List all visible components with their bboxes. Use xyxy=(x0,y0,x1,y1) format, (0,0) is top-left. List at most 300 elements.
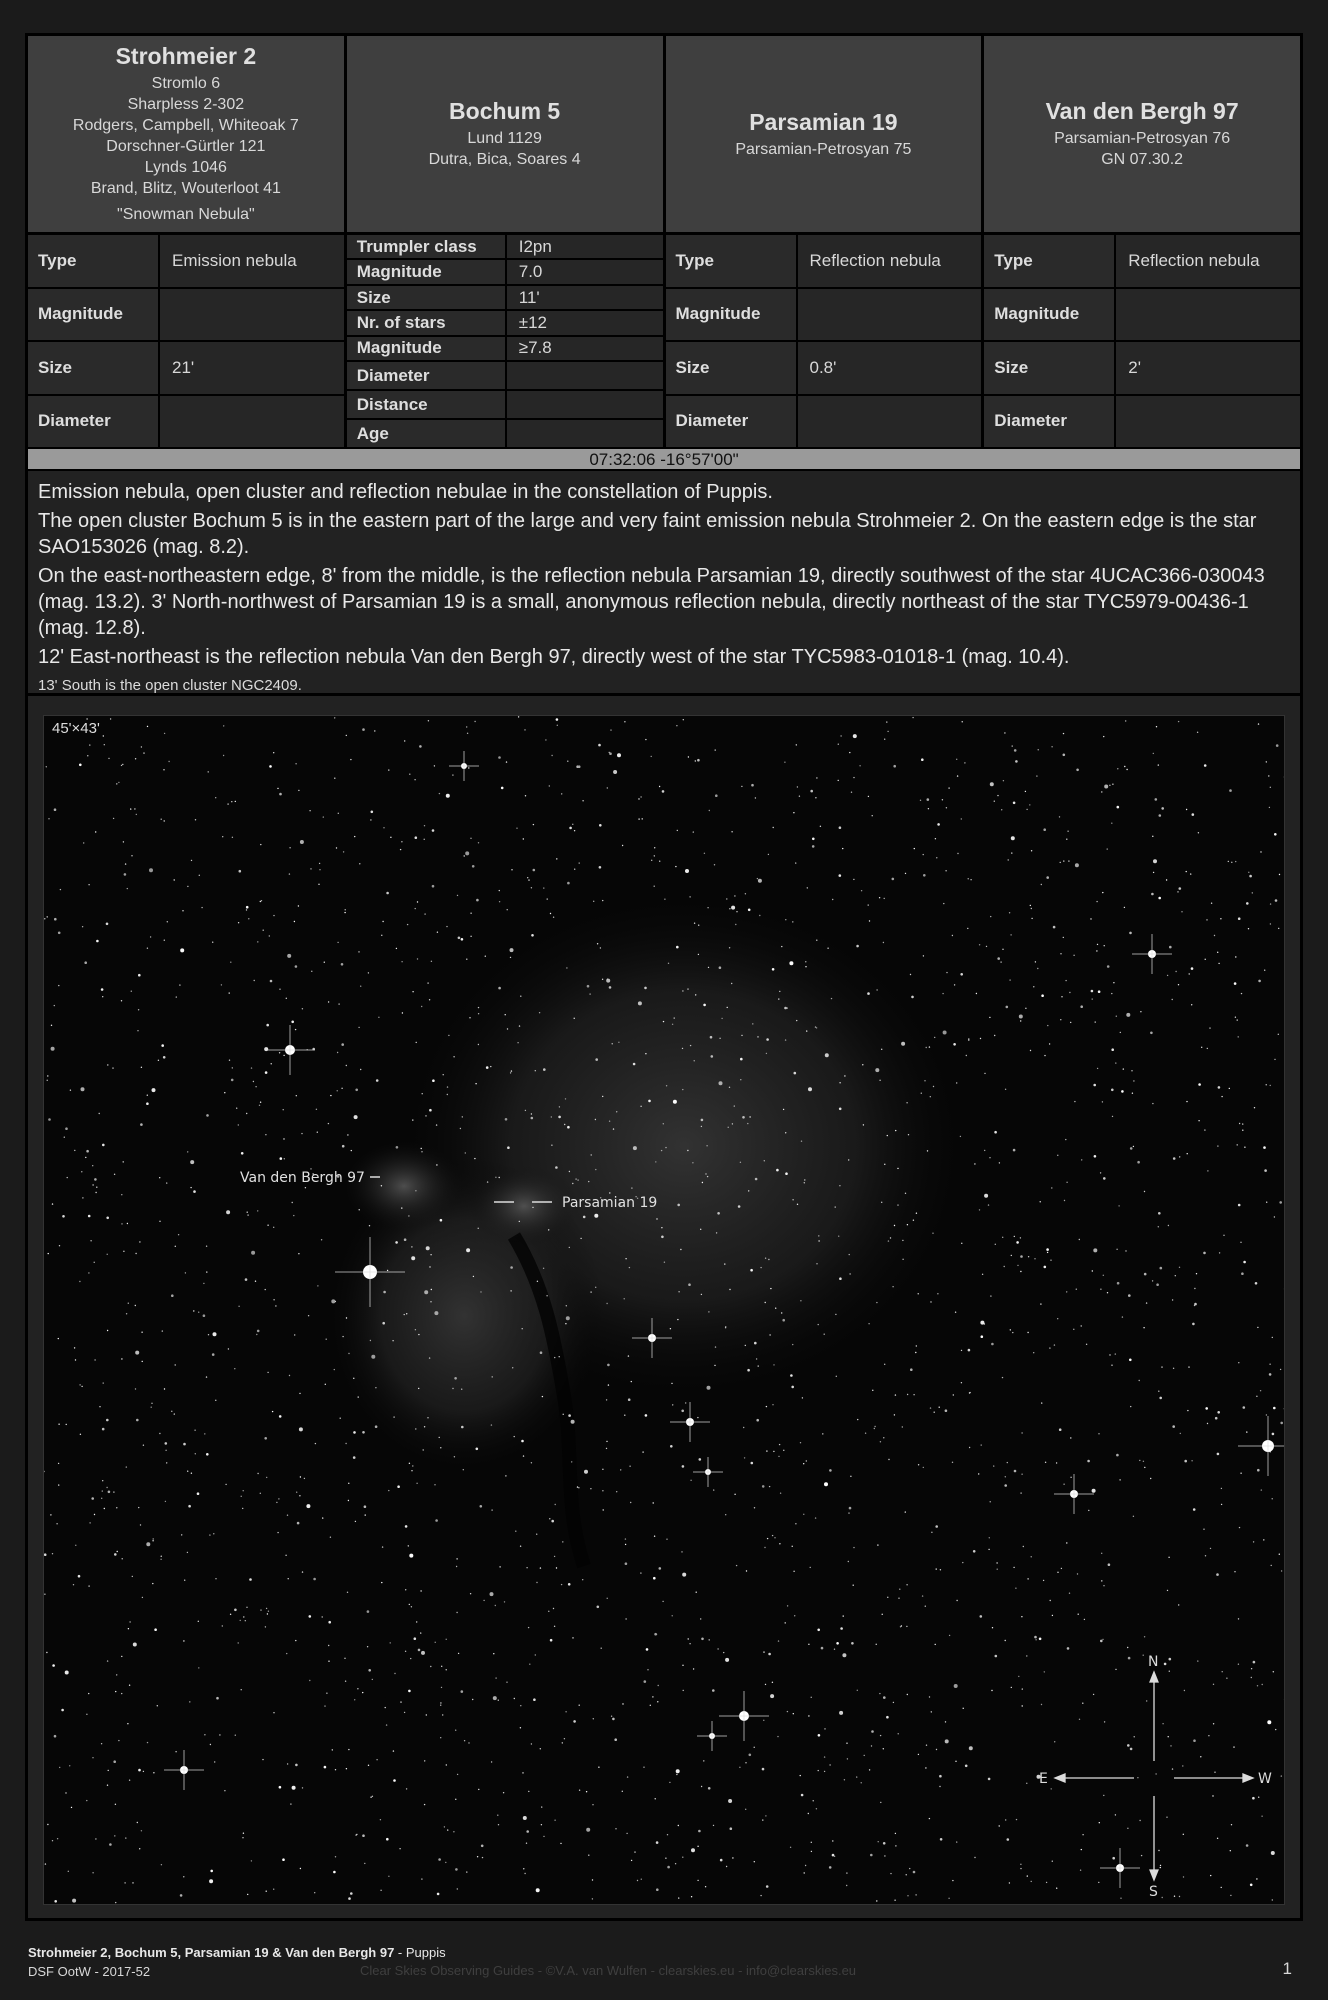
star xyxy=(683,1690,684,1691)
star xyxy=(1129,1359,1132,1362)
star xyxy=(447,1829,448,1830)
star xyxy=(480,1505,483,1508)
star xyxy=(695,760,696,761)
star xyxy=(1029,804,1030,805)
star xyxy=(251,1860,252,1861)
star xyxy=(731,983,732,984)
star xyxy=(401,961,402,962)
star xyxy=(1126,1013,1130,1017)
star xyxy=(631,1381,632,1382)
star xyxy=(883,1842,886,1845)
star xyxy=(849,1254,850,1255)
star xyxy=(685,1402,686,1403)
star xyxy=(347,1592,348,1593)
star xyxy=(760,1895,761,1896)
star xyxy=(466,1871,467,1872)
star xyxy=(498,756,501,759)
star xyxy=(1057,1572,1058,1573)
star xyxy=(1127,1828,1128,1829)
star xyxy=(503,1792,504,1793)
header-bochum-5 xyxy=(347,36,666,232)
property-value: I2pn xyxy=(507,235,663,258)
star xyxy=(230,1614,231,1615)
star xyxy=(478,1228,479,1229)
star xyxy=(79,1281,80,1282)
star xyxy=(1264,970,1265,971)
star xyxy=(683,719,684,720)
star xyxy=(1230,1850,1231,1851)
star xyxy=(749,1754,752,1757)
star xyxy=(1172,999,1173,1000)
star xyxy=(245,1620,246,1621)
observing-sheet xyxy=(25,33,1303,1921)
star xyxy=(79,1384,80,1385)
star xyxy=(289,847,290,848)
star xyxy=(1128,1294,1131,1297)
star xyxy=(876,989,877,990)
property-value xyxy=(507,362,663,389)
star xyxy=(900,1626,901,1627)
star xyxy=(542,1396,543,1397)
description-paragraph: 12' East-northeast is the reflection nebula Van den Bergh 97, directly west of the star TYC5983-01018-1 (mag. 10.4). xyxy=(38,646,1070,668)
star xyxy=(58,1463,59,1464)
star xyxy=(446,926,447,927)
star xyxy=(332,1749,333,1750)
star xyxy=(150,936,151,937)
star xyxy=(1155,1773,1156,1774)
star xyxy=(1123,1068,1124,1069)
star xyxy=(82,1197,83,1198)
star xyxy=(255,1086,256,1087)
star xyxy=(907,1224,908,1225)
star xyxy=(794,1615,795,1616)
star xyxy=(960,973,963,976)
object-headers xyxy=(28,36,1300,232)
star xyxy=(257,1473,258,1474)
star xyxy=(1241,1272,1244,1275)
star xyxy=(653,1577,656,1580)
star xyxy=(235,801,236,802)
star xyxy=(719,966,722,969)
star xyxy=(206,1114,209,1117)
star xyxy=(778,1456,779,1457)
star xyxy=(1160,1867,1161,1868)
star xyxy=(1234,1571,1235,1572)
star xyxy=(393,1750,394,1751)
props-bochum-5 xyxy=(347,235,666,447)
star xyxy=(342,1336,343,1337)
star xyxy=(135,758,136,759)
star xyxy=(816,940,817,941)
property-row xyxy=(347,311,663,336)
star xyxy=(988,1778,991,1781)
property-value: 7.0 xyxy=(507,260,663,283)
star xyxy=(849,752,850,753)
star xyxy=(1241,993,1242,994)
star xyxy=(138,974,141,977)
object-alias: GN 07.30.2 xyxy=(1101,151,1184,168)
star xyxy=(397,1485,400,1488)
star xyxy=(564,1738,565,1739)
star xyxy=(633,1063,636,1066)
star xyxy=(606,1399,607,1400)
star xyxy=(206,1376,207,1377)
star xyxy=(1275,899,1278,902)
star xyxy=(966,1055,967,1056)
star xyxy=(883,1696,886,1699)
star xyxy=(350,1892,353,1895)
star xyxy=(360,986,361,987)
star xyxy=(853,879,854,880)
star xyxy=(1261,1816,1262,1817)
star xyxy=(949,1635,950,1636)
star xyxy=(521,1440,524,1443)
star xyxy=(839,1711,843,1715)
star xyxy=(824,1482,828,1486)
star xyxy=(1023,1546,1024,1547)
star xyxy=(238,922,239,923)
star xyxy=(566,967,567,968)
star xyxy=(693,831,694,832)
star xyxy=(1187,1153,1188,1154)
star xyxy=(87,755,88,756)
star xyxy=(757,1036,758,1037)
star xyxy=(955,1312,956,1313)
star xyxy=(263,930,264,931)
star xyxy=(861,890,862,891)
star xyxy=(1092,998,1093,999)
star xyxy=(1005,1089,1006,1090)
star xyxy=(84,961,87,964)
star xyxy=(48,1118,51,1121)
star xyxy=(628,1355,629,1356)
star xyxy=(108,758,109,759)
star xyxy=(299,1393,300,1394)
star xyxy=(415,908,416,909)
pars19-label: Parsamian 19 xyxy=(562,1195,658,1211)
star xyxy=(1070,1477,1071,1478)
property-row xyxy=(347,286,663,311)
star xyxy=(420,1632,421,1633)
star xyxy=(504,1601,505,1602)
star xyxy=(991,1343,994,1346)
star xyxy=(645,1414,648,1417)
star xyxy=(690,1045,691,1046)
star xyxy=(1125,720,1126,721)
star xyxy=(374,730,375,731)
star xyxy=(209,1879,213,1883)
star xyxy=(853,734,857,738)
star xyxy=(906,1626,907,1627)
star xyxy=(409,1554,413,1558)
star xyxy=(644,987,647,990)
star xyxy=(65,1127,68,1130)
star xyxy=(989,1017,990,1018)
star xyxy=(115,1691,116,1692)
star xyxy=(104,1508,105,1509)
star xyxy=(902,1259,903,1260)
star xyxy=(424,1426,425,1427)
star xyxy=(672,1615,673,1616)
star xyxy=(254,980,255,981)
star xyxy=(745,1345,746,1346)
star xyxy=(257,1330,260,1333)
star xyxy=(54,918,57,921)
star xyxy=(126,1313,127,1314)
star xyxy=(902,1426,903,1427)
star xyxy=(1192,813,1195,816)
property-label: Age xyxy=(347,420,507,447)
star xyxy=(429,1109,432,1112)
star xyxy=(976,993,977,994)
star xyxy=(1061,996,1062,997)
star xyxy=(359,863,360,864)
star xyxy=(543,1836,544,1837)
star xyxy=(1111,993,1112,994)
star xyxy=(74,1150,75,1151)
star xyxy=(692,1162,693,1163)
star xyxy=(1076,769,1079,772)
star xyxy=(153,1772,154,1773)
star xyxy=(302,1571,303,1572)
star xyxy=(348,1749,349,1750)
star xyxy=(1002,1377,1003,1378)
star xyxy=(726,1866,727,1867)
star xyxy=(1210,1548,1211,1549)
star xyxy=(1109,785,1110,786)
star xyxy=(936,857,937,858)
star xyxy=(378,1017,379,1018)
star xyxy=(599,866,602,869)
star xyxy=(640,1572,641,1573)
star xyxy=(82,926,83,927)
star xyxy=(348,1353,349,1354)
star xyxy=(262,1759,263,1760)
star xyxy=(354,1115,358,1119)
footer-series: DSF OotW - 2017-52 xyxy=(28,1964,151,1979)
star xyxy=(560,1843,561,1844)
star xyxy=(461,1389,462,1390)
star xyxy=(707,907,708,908)
star xyxy=(386,1724,387,1725)
star xyxy=(1172,1768,1173,1769)
star xyxy=(106,1217,109,1220)
star xyxy=(107,1785,108,1786)
star xyxy=(1073,955,1074,956)
star xyxy=(864,1755,865,1756)
star xyxy=(884,1164,885,1165)
star xyxy=(182,910,183,911)
star xyxy=(138,1769,141,1772)
star xyxy=(773,1364,774,1365)
star xyxy=(348,1483,349,1484)
property-row xyxy=(347,391,663,420)
star xyxy=(524,729,525,730)
star xyxy=(492,1376,493,1377)
star xyxy=(762,1819,763,1820)
star xyxy=(839,1185,840,1186)
star xyxy=(266,1024,269,1027)
star xyxy=(1179,887,1182,890)
star xyxy=(795,1523,796,1524)
star xyxy=(102,996,103,997)
star xyxy=(756,1419,759,1422)
star xyxy=(594,1214,598,1218)
star xyxy=(175,1246,176,1247)
star xyxy=(1182,1765,1183,1766)
property-value: 0.8' xyxy=(798,342,982,394)
star xyxy=(1116,1249,1117,1250)
star xyxy=(853,777,854,778)
star xyxy=(609,752,612,755)
star xyxy=(1027,1875,1028,1876)
star xyxy=(777,1736,778,1737)
star xyxy=(179,984,180,985)
star xyxy=(1281,1570,1282,1571)
star xyxy=(1258,980,1261,983)
star xyxy=(1221,1887,1222,1888)
star xyxy=(799,796,800,797)
star xyxy=(1063,937,1064,938)
star xyxy=(734,1105,735,1106)
star xyxy=(698,1830,701,1833)
star xyxy=(836,1376,837,1377)
star xyxy=(838,744,839,745)
star xyxy=(1126,769,1127,770)
star xyxy=(298,905,299,906)
star xyxy=(279,1415,282,1418)
star xyxy=(259,1105,260,1106)
star xyxy=(934,1412,935,1413)
star xyxy=(164,1388,165,1389)
star xyxy=(907,1694,908,1695)
star xyxy=(126,1466,127,1467)
star xyxy=(116,783,117,784)
star xyxy=(458,937,461,940)
star xyxy=(927,1150,928,1151)
star xyxy=(1218,1086,1221,1089)
star xyxy=(99,1406,100,1407)
star xyxy=(628,1398,631,1401)
star xyxy=(295,1764,298,1767)
star xyxy=(612,1718,615,1721)
star xyxy=(1030,1050,1031,1051)
star xyxy=(1041,884,1042,885)
star xyxy=(302,1008,303,1009)
star xyxy=(88,1693,89,1694)
star xyxy=(362,728,365,731)
star xyxy=(60,889,61,890)
star xyxy=(547,898,548,899)
star xyxy=(256,1334,257,1335)
star xyxy=(842,1653,846,1657)
star xyxy=(511,869,512,870)
star xyxy=(44,918,45,919)
star xyxy=(1139,1380,1140,1381)
star xyxy=(1010,1329,1011,1330)
star xyxy=(1050,1600,1051,1601)
star xyxy=(745,893,746,894)
property-value: Reflection nebula xyxy=(1116,235,1300,287)
star xyxy=(1166,879,1167,880)
star xyxy=(1087,1460,1090,1463)
star xyxy=(883,1748,884,1749)
star xyxy=(717,1212,720,1215)
star xyxy=(551,1116,552,1117)
star xyxy=(141,746,142,747)
star xyxy=(1226,1678,1227,1679)
star xyxy=(287,954,291,958)
star xyxy=(633,1146,637,1150)
description-intro: Emission nebula, open cluster and reflection nebulae in the constellation of Puppis. xyxy=(38,481,773,503)
star xyxy=(1005,1476,1006,1477)
star xyxy=(295,965,298,968)
star xyxy=(478,842,479,843)
star xyxy=(1020,1864,1021,1865)
star xyxy=(322,1517,323,1518)
description-paragraph: The open cluster Bochum 5 is in the eastern part of the large and very faint emission nebula Strohmeier 2. On the eastern edge is the star SAO153026 (mag. 8.2). xyxy=(38,510,1257,558)
star xyxy=(1158,1850,1159,1851)
star xyxy=(1181,911,1182,912)
star xyxy=(440,1705,441,1706)
star xyxy=(1095,1021,1096,1022)
star xyxy=(267,1225,268,1226)
star xyxy=(804,1182,805,1183)
star xyxy=(140,1524,141,1525)
star xyxy=(640,796,641,797)
star xyxy=(420,1590,421,1591)
star xyxy=(158,1060,159,1061)
property-row xyxy=(666,396,982,448)
star xyxy=(510,1266,513,1269)
star xyxy=(851,1642,854,1645)
star xyxy=(246,1607,247,1608)
star xyxy=(643,1767,644,1768)
star xyxy=(227,803,228,804)
star xyxy=(138,1507,139,1508)
star xyxy=(322,1616,323,1617)
property-row xyxy=(28,289,344,343)
star xyxy=(662,790,665,793)
star xyxy=(1191,1460,1192,1461)
star xyxy=(670,1445,673,1448)
star xyxy=(992,1627,993,1628)
star xyxy=(519,1025,520,1026)
star xyxy=(609,1121,610,1122)
star xyxy=(1184,1460,1187,1463)
star xyxy=(52,1203,53,1204)
star xyxy=(273,1227,274,1228)
star xyxy=(346,1768,347,1769)
star xyxy=(439,1437,440,1438)
star xyxy=(368,1765,369,1766)
star xyxy=(525,795,526,796)
star xyxy=(553,1608,554,1609)
star xyxy=(861,1782,862,1783)
star xyxy=(1004,1484,1007,1487)
star xyxy=(1082,1703,1083,1704)
star xyxy=(147,1095,148,1096)
star xyxy=(849,1273,850,1274)
star xyxy=(421,1006,422,1007)
star xyxy=(231,801,232,802)
star xyxy=(967,928,968,929)
star xyxy=(95,1838,96,1839)
star xyxy=(1203,1529,1204,1530)
star xyxy=(676,725,677,726)
star xyxy=(113,1760,116,1763)
star xyxy=(1044,1055,1045,1056)
